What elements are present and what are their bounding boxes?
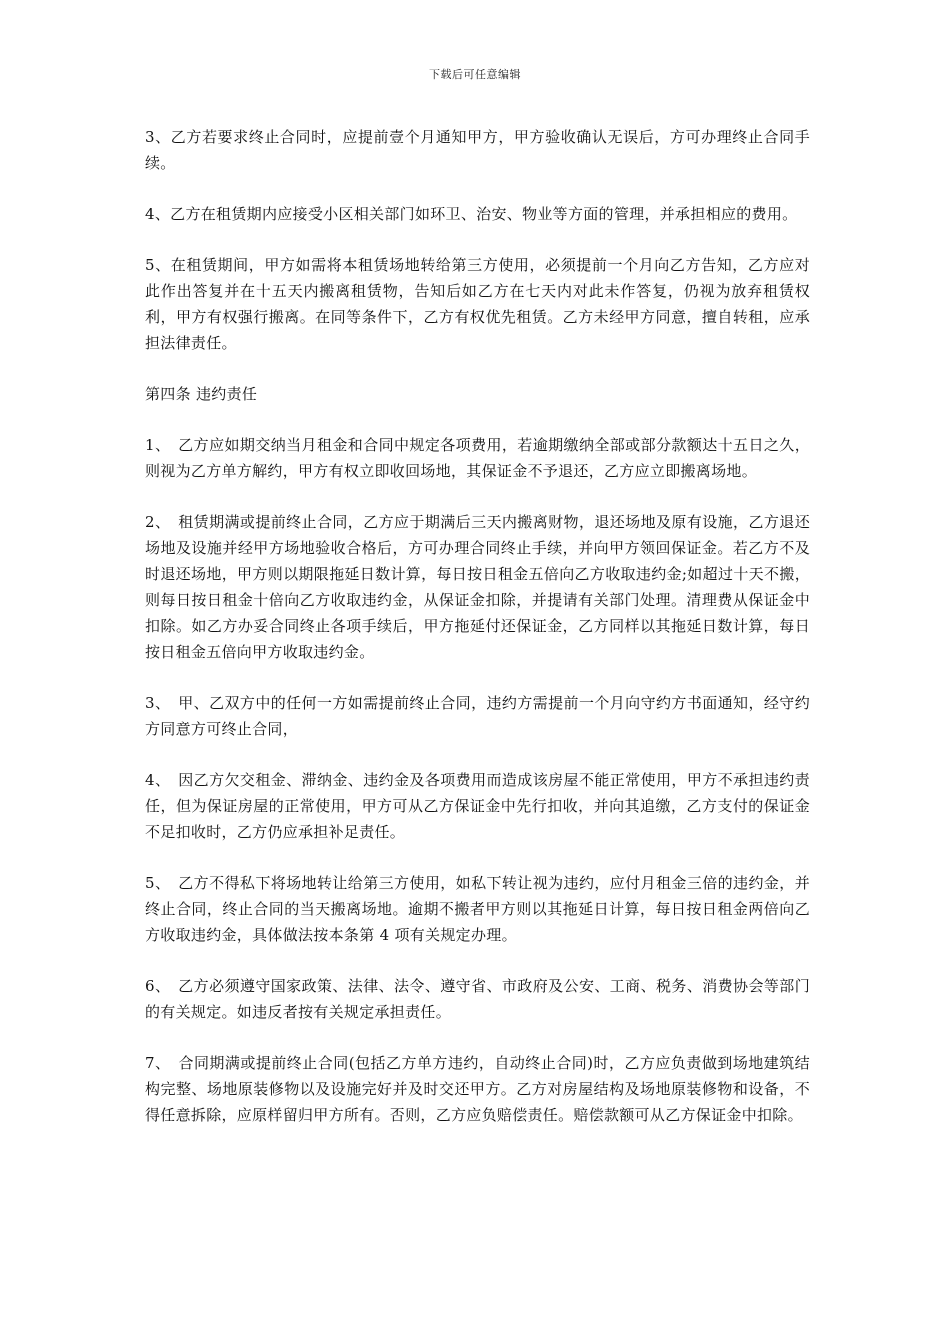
paragraph-clause-3: 3、乙方若要求终止合同时，应提前壹个月通知甲方，甲方验收确认无误后，方可办理终止合同手续。 xyxy=(145,128,810,172)
paragraph-breach-3: 3、 甲、乙双方中的任何一方如需提前终止合同，违约方需提前一个月向守约方书面通知，经守约方同意方可终止合同， xyxy=(145,694,810,738)
paragraph-clause-5: 5、在租赁期间，甲方如需将本租赁场地转给第三方使用，必须提前一个月向乙方告知，乙方应对此作出答复并在十五天内搬离租赁物，告知后如乙方在七天内对此未作答复，仍视为放弃租赁权利，甲方有权强行搬离。在同等条件下，乙方有权优先租赁。乙方未经甲方同意，擅自转租，应承担法律责任。 xyxy=(145,256,810,352)
document-body xyxy=(145,124,810,1153)
page-header-note: 下载后可任意编辑 xyxy=(429,68,521,81)
paragraph-breach-6: 6、 乙方必须遵守国家政策、法律、法令、遵守省、市政府及公安、工商、税务、消费协会等部门的有关规定。如违反者按有关规定承担责任。 xyxy=(145,977,810,1021)
paragraph-clause-4: 4、乙方在租赁期内应接受小区相关部门如环卫、治安、物业等方面的管理，并承担相应的费用。 xyxy=(145,205,798,223)
paragraph-breach-7: 7、 合同期满或提前终止合同(包括乙方单方违约，自动终止合同)时，乙方应负责做到场地建筑结构完整、场地原装修物以及设施完好并及时交还甲方。乙方对房屋结构及场地原装修物和设备，不得任意拆除，应原样留归甲方所有。否则，乙方应负赔偿责任。赔偿款额可从乙方保证金中扣除。 xyxy=(145,1054,810,1124)
section-heading-article-4: 第四条 违约责任 xyxy=(145,385,258,403)
paragraph-breach-2: 2、 租赁期满或提前终止合同，乙方应于期满后三天内搬离财物，退还场地及原有设施，乙方退还场地及设施并经甲方场地验收合格后，方可办理合同终止手续，并向甲方领回保证金。若乙方不及时退还场地，甲方则以期限拖延日数计算，每日按日租金五倍向乙方收取违约金;如超过十天不搬，则每日按日租金十倍向乙方收取违约金，从保证金扣除，并提请有关部门处理。清理费从保证金中扣除。如乙方办妥合同终止各项手续后，甲方拖延付还保证金，乙方同样以其拖延日数计算，每日按日租金五倍向甲方收取违约金。 xyxy=(145,513,810,661)
paragraph-breach-5: 5、 乙方不得私下将场地转让给第三方使用，如私下转让视为违约，应付月租金三倍的违约金，并终止合同，终止合同的当天搬离场地。逾期不搬者甲方则以其拖延日计算，每日按日租金两倍向乙方收取违约金，具体做法按本条第 4 项有关规定办理。 xyxy=(145,874,810,944)
paragraph-breach-4: 4、 因乙方欠交租金、滞纳金、违约金及各项费用而造成该房屋不能正常使用，甲方不承担违约责任，但为保证房屋的正常使用，甲方可从乙方保证金中先行扣收，并向其追缴，乙方支付的保证金不足扣收时，乙方仍应承担补足责任。 xyxy=(145,771,810,841)
paragraph-breach-1: 1、 乙方应如期交纳当月租金和合同中规定各项费用，若逾期缴纳全部或部分款额达十五日之久，则视为乙方单方解约，甲方有权立即收回场地，其保证金不予退还，乙方应立即搬离场地。 xyxy=(145,436,810,480)
